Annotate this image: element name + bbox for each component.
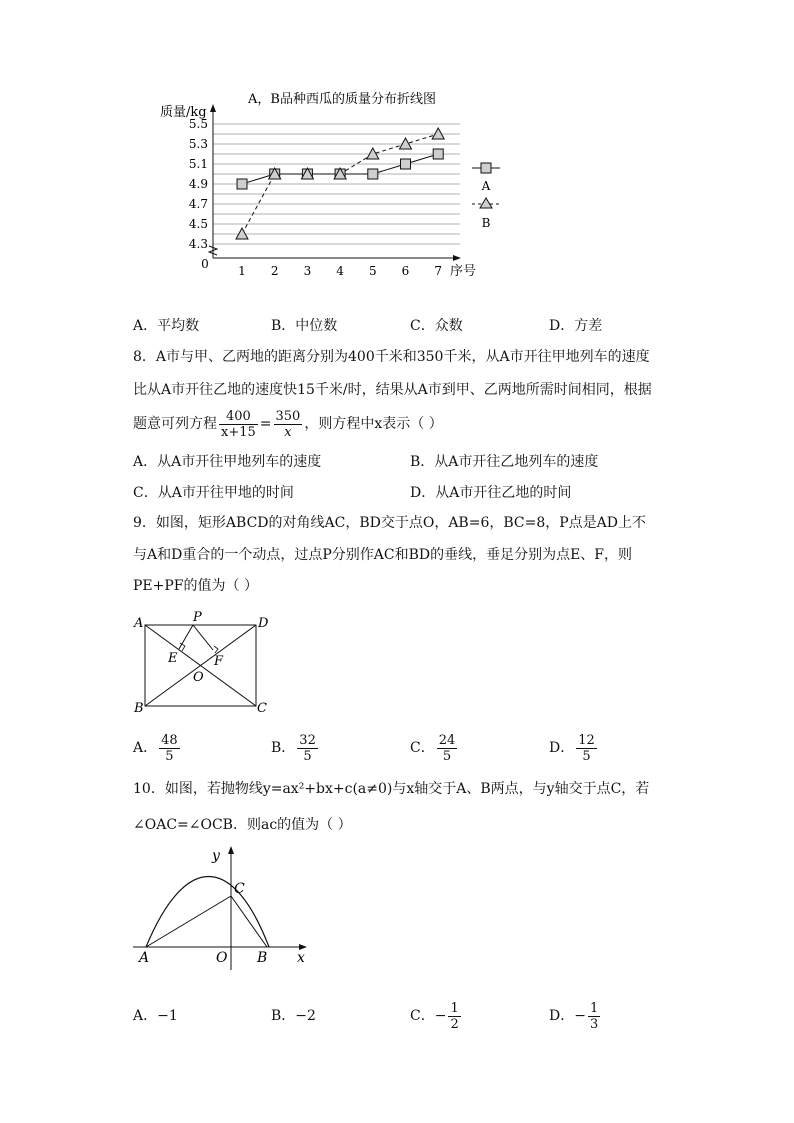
- y-tick-label: 4.9: [188, 177, 208, 191]
- q10-option-b[interactable]: [271, 998, 316, 1034]
- q10-option-c-denominator: 2: [450, 1016, 459, 1032]
- q8-line-3-prefix: 题意可列方程: [133, 416, 217, 432]
- legend-b-marker: [480, 198, 492, 208]
- q10-option-c-label: C．: [410, 1008, 435, 1024]
- origin-label: 0: [201, 257, 209, 271]
- q9-option-d-label: D．: [549, 740, 575, 756]
- axis-break-mark: [209, 246, 217, 255]
- y-tick-label: 4.5: [188, 217, 208, 231]
- q10-line-2: ∠OAC=∠OCB．则ac的值为（ ）: [133, 817, 352, 833]
- label-o: O: [216, 950, 228, 966]
- legend-a-marker: [481, 163, 491, 173]
- q8-fraction-2-denominator: x: [284, 424, 292, 440]
- point-a: [401, 159, 411, 169]
- q8-option-a[interactable]: A．从A市开往甲地列车的速度: [133, 454, 322, 470]
- q10-option-c-numerator: 1: [450, 1000, 459, 1016]
- q7-option-c[interactable]: C．众数: [410, 318, 463, 334]
- label-a: A: [134, 616, 144, 631]
- q10-option-c[interactable]: [410, 998, 463, 1034]
- q10-line-1: 10．如图，若抛物线y=ax²+bx+c(a≠0)与x轴交于A、B两点，与y轴交于点C，若: [133, 781, 650, 797]
- q8-line-3-suffix: ，则方程中x表示（ ）: [304, 416, 443, 432]
- x-tick-label: 4: [336, 264, 344, 278]
- q7-option-b[interactable]: B．中位数: [271, 318, 338, 334]
- q9-option-b-denominator: 5: [303, 748, 312, 764]
- label-b: B: [257, 950, 268, 966]
- x-axis-arrow: [453, 255, 461, 261]
- legend-b-label: B: [481, 216, 491, 230]
- point-a: [368, 169, 378, 179]
- q8-option-b[interactable]: B．从A市开往乙地列车的速度: [410, 454, 599, 470]
- segment-pe: [179, 625, 193, 649]
- chart-title: A，B品种西瓜的质量分布折线图: [248, 92, 436, 107]
- q8-fraction-2-numerator: 350: [275, 408, 301, 424]
- label-p: P: [193, 610, 202, 625]
- q10-option-c-sign: −: [434, 1008, 447, 1024]
- y-tick-label: 4.7: [188, 197, 208, 211]
- x-tick-label: 2: [270, 264, 279, 278]
- q10-option-d-numerator: 1: [589, 1000, 599, 1016]
- point-a: [433, 149, 443, 159]
- point-a: [237, 179, 247, 189]
- q8-fraction-2: [274, 409, 303, 440]
- point-b: [400, 138, 412, 149]
- point-b: [236, 228, 248, 239]
- label-c: C: [234, 881, 245, 897]
- q9-line-1: 9．如图，矩形ABCD的对角线AC，BD交于点O，AB=6，BC=8，P点是AD上不: [133, 515, 647, 531]
- right-angle-e: [180, 643, 185, 651]
- y-axis-arrow: [210, 104, 216, 112]
- parabola-figure: [128, 842, 314, 970]
- x-tick-label: 7: [434, 264, 443, 278]
- q10-option-a-label: A．: [133, 1008, 158, 1024]
- q10-option-d-denominator: 3: [589, 1016, 599, 1032]
- q9-option-b[interactable]: [271, 730, 320, 766]
- q8-line-2: 比从A市开往乙地的速度快15千米/时，结果从A市到甲、乙两地所需时间相同，根据: [133, 382, 652, 398]
- point-b: [432, 128, 444, 139]
- q9-option-c-denominator: 5: [442, 748, 452, 764]
- legend-a-label: A: [481, 179, 491, 193]
- q9-option-d-numerator: 12: [578, 732, 595, 748]
- q9-option-a-denominator: 5: [165, 748, 174, 764]
- label-d: D: [258, 616, 269, 631]
- q8-option-c[interactable]: C．从A市开往甲地的时间: [133, 485, 294, 501]
- x-tick-label: 6: [401, 264, 410, 278]
- label-c: C: [257, 701, 267, 716]
- q10-option-d-label: D．: [549, 1008, 575, 1024]
- segment-cb: [231, 896, 267, 947]
- q9-option-b-fraction: [297, 733, 318, 764]
- line-chart: [150, 86, 510, 282]
- q8-option-d[interactable]: D．从A市开往乙地的时间: [410, 485, 572, 501]
- q10-option-b-value: −2: [295, 1008, 316, 1024]
- q9-option-c[interactable]: [410, 730, 459, 766]
- q8-line-1: 8．A市与甲、乙两地的距离分别为400千米和350千米，从A市开往甲地列车的速度: [133, 349, 650, 365]
- gridlines: [213, 124, 460, 244]
- q9-option-a[interactable]: [133, 730, 182, 766]
- q7-option-a[interactable]: A．平均数: [133, 318, 200, 334]
- x-tick-label: 3: [303, 264, 312, 278]
- x-tick-label: 1: [238, 264, 246, 278]
- label-x: x: [297, 950, 305, 966]
- x-axis-label: 序号: [450, 264, 477, 279]
- q9-option-d-denominator: 5: [582, 748, 591, 764]
- q10-option-c-fraction: [448, 1001, 460, 1032]
- q9-line-3: PE+PF的值为（ ）: [133, 578, 258, 594]
- q9-option-b-numerator: 32: [299, 732, 316, 748]
- right-angle-f: [214, 646, 218, 653]
- label-f: F: [214, 654, 224, 669]
- q10-option-a[interactable]: [133, 998, 178, 1034]
- label-y: y: [212, 848, 220, 864]
- y-tick-label: 5.1: [188, 157, 208, 171]
- q8-fraction-1-numerator: 400: [219, 409, 258, 425]
- q10-option-a-value: −1: [157, 1008, 178, 1024]
- y-axis-arrow: [228, 846, 234, 854]
- segment-ac: [146, 896, 231, 947]
- q10-option-b-label: B．: [271, 1008, 296, 1024]
- x-tick-label: 5: [368, 264, 377, 278]
- segment-pf: [193, 625, 213, 650]
- y-axis-label: 质量/kg: [160, 105, 207, 120]
- y-tick-label: 5.5: [188, 117, 208, 131]
- label-e: E: [168, 651, 178, 666]
- q10-option-d-fraction: [588, 1001, 600, 1032]
- q7-option-d[interactable]: D．方差: [549, 318, 603, 334]
- rectangle-figure: [128, 608, 276, 716]
- q9-option-c-label: C．: [410, 740, 435, 756]
- q9-line-2: 与A和D重合的一个动点，过点P分别作AC和BD的垂线，垂足分别为点E、F，则: [133, 547, 633, 563]
- y-tick-labels: [189, 117, 208, 251]
- point-b: [367, 148, 379, 159]
- q8-fraction-1: [219, 409, 258, 440]
- y-tick-label: 4.3: [188, 237, 208, 251]
- q9-option-a-numerator: 48: [161, 732, 178, 748]
- q9-option-b-label: B．: [271, 740, 296, 756]
- q9-option-c-numerator: 24: [438, 732, 456, 748]
- label-a: A: [139, 950, 150, 966]
- q8-line-3: [133, 406, 443, 442]
- q10-option-d-sign: −: [574, 1008, 586, 1024]
- q9-option-a-label: A．: [133, 740, 158, 756]
- series-group: [236, 128, 444, 239]
- q10-option-d[interactable]: [549, 998, 602, 1034]
- q9-option-a-fraction: [159, 733, 180, 764]
- label-o: O: [193, 670, 204, 685]
- q9-option-d[interactable]: [549, 730, 599, 766]
- q9-option-c-fraction: [437, 733, 458, 764]
- q8-fraction-1-denominator: x+15: [221, 424, 256, 440]
- y-tick-label: 5.3: [188, 137, 208, 151]
- x-tick-labels: [238, 264, 442, 278]
- label-b: B: [134, 701, 144, 716]
- q9-option-d-fraction: [576, 733, 597, 764]
- q8-equals: =: [259, 416, 272, 432]
